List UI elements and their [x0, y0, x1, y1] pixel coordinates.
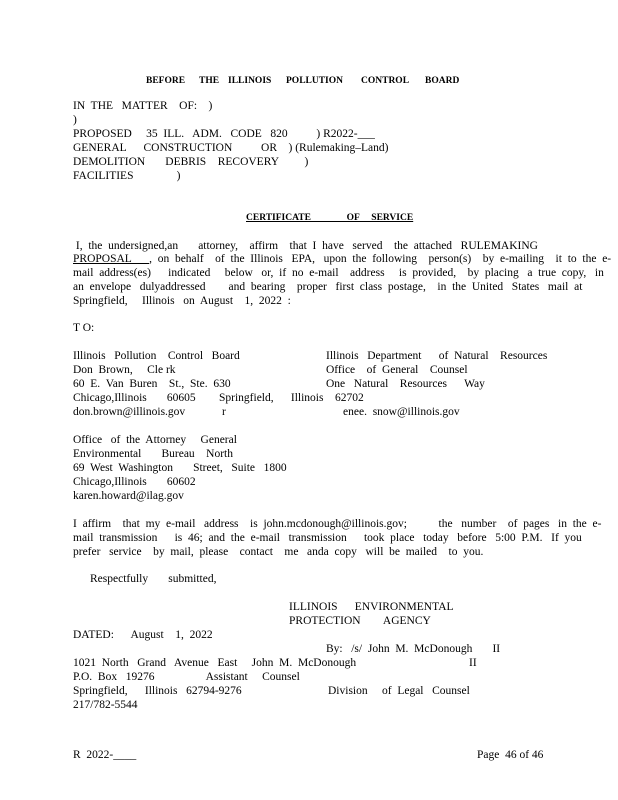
- to-label: T O:: [73, 322, 95, 334]
- body-line-1: I, the undersigned,an attorney, affirm that I have served the attached RULEMAKING: [73, 240, 538, 252]
- recipient-mid-5: r: [222, 406, 226, 418]
- caption-line-5: DEMOLITION DEBRIS RECOVERY ): [73, 156, 309, 168]
- ag-line-3: 69 West Washington Street, Suite 1800: [73, 462, 287, 474]
- heading-the: THE: [199, 76, 220, 86]
- footer-page-number: Page 46 of 46: [477, 749, 544, 761]
- affirm-line-3: prefer service by mail, please contact me anda copy will be mailed to you.: [73, 546, 484, 558]
- certificate-title: CERTIFICATE OF SERVICE: [246, 213, 414, 223]
- recipient-left-1: Illinois Pollution Control Board: [73, 350, 240, 362]
- address-line-1: 1021 North Grand Avenue East John M. McDonough: [73, 657, 357, 669]
- affirm-line-2: mail transmission is 46; and the e-mail transmission took place today before 5:00 P.M. If you: [73, 532, 582, 544]
- agency-line-2: PROTECTION AGENCY: [289, 615, 431, 627]
- proposal-underlined: PROPOSAL___: [73, 253, 150, 265]
- recipient-right-2: Office of General Counsel: [326, 364, 468, 376]
- body-line-3: mail address(es) indicated below or, if no e-mail address is provided, by placing a true copy, in: [73, 267, 604, 279]
- caption-line-1: IN THE MATTER OF: ): [73, 100, 213, 112]
- body-line-2-rest: , on behalf of the Illinois EPA, upon the following person(s) by e-mailing it to the e-: [149, 253, 612, 265]
- caption-line-3: PROPOSED 35 ILL. ADM. CODE 820 ) R2022-___: [73, 128, 375, 140]
- agency-line-1: ILLINOIS ENVIRONMENTAL: [289, 601, 454, 613]
- caption-line-4: GENERAL CONSTRUCTION OR ) (Rulemaking–Land): [73, 142, 389, 154]
- caption-line-2: ): [73, 114, 77, 126]
- ag-line-1: Office of the Attorney General: [73, 434, 237, 446]
- affirm-line-1: I affirm that my e-mail address is john.mcdonough@illinois.gov; the number of pages in the e-: [73, 518, 602, 530]
- ag-line-4: Chicago,Illinois 60602: [73, 476, 196, 488]
- address-line-1-suffix: II: [469, 657, 477, 669]
- heading-illinois: ILLINOIS: [228, 76, 272, 86]
- heading-board: BOARD: [425, 76, 460, 86]
- recipient-left-3: 60 E. Van Buren St., Ste. 630: [73, 378, 231, 390]
- recipient-left-4: Chicago,Illinois 60605: [73, 392, 196, 404]
- recipient-right-3: One Natural Resources Way: [326, 378, 485, 390]
- recipient-email-left[interactable]: don.brown@illinois.gov: [73, 406, 186, 418]
- caption-line-6: FACILITIES ): [73, 170, 181, 182]
- body-line-4: an envelope dulyaddressed and bearing proper first class postage, in the United States mail at: [73, 281, 583, 293]
- recipient-right-1: Illinois Department of Natural Resources: [326, 350, 548, 362]
- division-line: Division of Legal Counsel: [328, 685, 470, 697]
- signature-line: By: /s/ John M. McDonough II: [326, 643, 501, 655]
- respectfully-submitted: Respectfully submitted,: [90, 573, 217, 585]
- ag-email[interactable]: karen.howard@ilag.gov: [73, 490, 184, 502]
- ag-line-2: Environmental Bureau North: [73, 448, 234, 460]
- heading-pollution: POLLUTION: [286, 76, 344, 86]
- body-line-5: Springfield, Illinois on August 1, 2022 :: [73, 295, 291, 307]
- phone-line: 217/782-5544: [73, 699, 138, 711]
- heading-control: CONTROL: [361, 76, 410, 86]
- address-line-2: P.O. Box 19276 Assistant Counsel: [73, 671, 300, 683]
- footer-docket: R 2022-____: [73, 749, 137, 761]
- heading-before: BEFORE: [146, 76, 186, 86]
- recipient-left-2: Don Brown, Cle rk: [73, 364, 176, 376]
- recipient-mid-4: Springfield, Illinois 62702: [219, 392, 364, 404]
- address-line-3: Springfield, Illinois 62794-9276: [73, 685, 242, 697]
- dated-line: DATED: August 1, 2022: [73, 629, 213, 641]
- body-line-2: [73, 253, 611, 266]
- recipient-email-right[interactable]: enee. snow@illinois.gov: [343, 406, 460, 418]
